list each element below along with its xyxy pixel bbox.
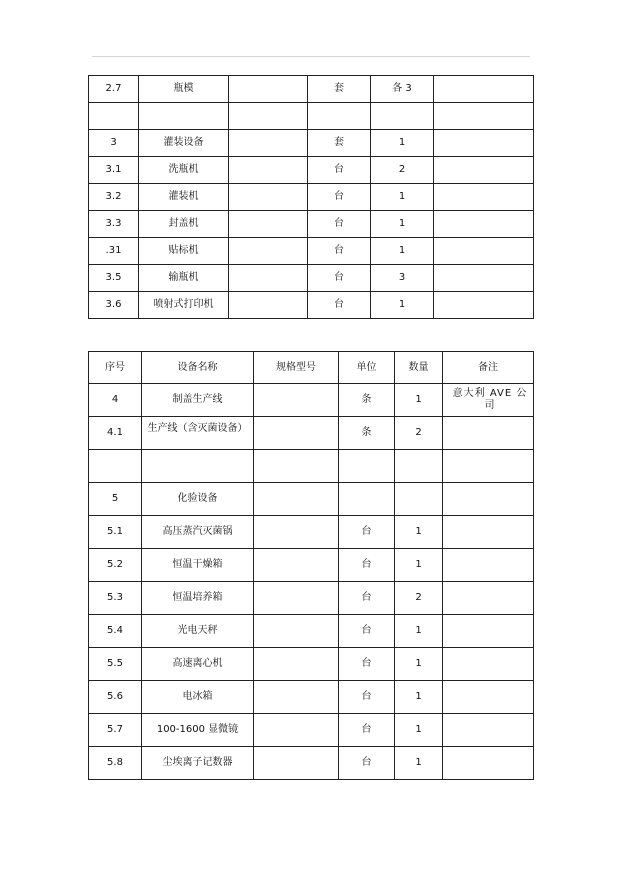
cell-spec: [229, 76, 308, 103]
cell-no: 5.8: [89, 747, 142, 780]
cell-unit: 台: [339, 714, 395, 747]
cell-qty: 1: [395, 615, 443, 648]
table-row: [89, 648, 534, 681]
cell-remark: [443, 615, 534, 648]
cell-name: 瓶模: [139, 76, 229, 103]
table-row: [89, 714, 534, 747]
cell-remark: 意大利 AVE 公司: [443, 384, 534, 417]
cell-no: 2.7: [89, 76, 139, 103]
cell-unit: 台: [339, 747, 395, 780]
cell-no: 4: [89, 384, 142, 417]
cell-spec: [254, 648, 339, 681]
cell-no: .31: [89, 238, 139, 265]
header-name: 设备名称: [142, 352, 254, 384]
cell-no: 3.1: [89, 157, 139, 184]
cell-remark: [434, 184, 534, 211]
cell-remark: [434, 211, 534, 238]
cell-qty: 1: [371, 130, 434, 157]
cell-name: 恒温培养箱: [142, 582, 254, 615]
cell-unit: 条: [339, 417, 395, 450]
cell-no: 5.5: [89, 648, 142, 681]
cell-name: 恒温干燥箱: [142, 549, 254, 582]
cell-qty: 各 3: [371, 76, 434, 103]
header-remark: 备注: [443, 352, 534, 384]
cell-qty: 2: [395, 582, 443, 615]
header-no: 序号: [89, 352, 142, 384]
cell-unit: 台: [339, 549, 395, 582]
cell-no: 3.3: [89, 211, 139, 238]
cell-unit: 台: [308, 184, 371, 211]
cell-remark: [434, 265, 534, 292]
cell-name: 灌装设备: [139, 130, 229, 157]
cell-name: 高速离心机: [142, 648, 254, 681]
cell-no: 5.6: [89, 681, 142, 714]
cell-remark: [443, 648, 534, 681]
table-row: [89, 549, 534, 582]
table-row: [89, 292, 534, 319]
cell-spec: [229, 265, 308, 292]
cell-spec: [229, 130, 308, 157]
table-header-row: [89, 352, 534, 384]
cell-qty: 1: [395, 681, 443, 714]
cell-remark: [443, 747, 534, 780]
header-spec: 规格型号: [254, 352, 339, 384]
cell-qty: 1: [371, 184, 434, 211]
cell-remark: [434, 76, 534, 103]
cell-unit: 台: [339, 615, 395, 648]
cell-qty: 1: [395, 747, 443, 780]
table-row: [89, 157, 534, 184]
cell-remark: [443, 450, 534, 483]
cell-spec: [254, 615, 339, 648]
cell-unit: 台: [308, 238, 371, 265]
cell-unit: 台: [308, 211, 371, 238]
cell-remark: [434, 157, 534, 184]
cell-name: 光电天秤: [142, 615, 254, 648]
cell-unit: 台: [339, 516, 395, 549]
table-row: [89, 76, 534, 103]
page-header-rule: [92, 56, 530, 57]
cell-unit: 台: [339, 681, 395, 714]
cell-no: 3: [89, 130, 139, 157]
cell-unit: 台: [339, 582, 395, 615]
cell-remark: [443, 549, 534, 582]
table-row: [89, 615, 534, 648]
cell-qty: 1: [371, 211, 434, 238]
cell-name: 化验设备: [142, 483, 254, 516]
table-row: [89, 384, 534, 417]
cell-no: 5.7: [89, 714, 142, 747]
table-row: [89, 211, 534, 238]
cell-qty: 2: [395, 417, 443, 450]
cell-remark: [443, 417, 534, 450]
cell-name: 电冰箱: [142, 681, 254, 714]
cell-spec: [254, 450, 339, 483]
table-row: [89, 582, 534, 615]
table-row: [89, 516, 534, 549]
cell-remark: [434, 238, 534, 265]
cell-no: 4.1: [89, 417, 142, 450]
cell-no: 5.3: [89, 582, 142, 615]
cell-name: 封盖机: [139, 211, 229, 238]
table-row: [89, 238, 534, 265]
cell-unit: 台: [308, 157, 371, 184]
cell-qty: 2: [371, 157, 434, 184]
cell-spec: [254, 549, 339, 582]
cell-spec: [254, 516, 339, 549]
cell-name: 喷射式打印机: [139, 292, 229, 319]
cell-name: [139, 103, 229, 130]
cell-name: 尘埃离子记数器: [142, 747, 254, 780]
cell-spec: [229, 157, 308, 184]
cell-remark: [434, 103, 534, 130]
cell-name: 生产线（含灭菌设备）: [142, 417, 254, 450]
cell-remark: [443, 483, 534, 516]
cell-spec: [254, 714, 339, 747]
cell-unit: [339, 450, 395, 483]
table-row: [89, 130, 534, 157]
cell-unit: 台: [308, 265, 371, 292]
cell-qty: 1: [395, 648, 443, 681]
cell-unit: 套: [308, 130, 371, 157]
cell-unit: 条: [339, 384, 395, 417]
cell-qty: 1: [371, 292, 434, 319]
cell-spec: [229, 211, 308, 238]
cell-name: 贴标机: [139, 238, 229, 265]
table-row: [89, 681, 534, 714]
cell-spec: [254, 747, 339, 780]
cell-no: 5.1: [89, 516, 142, 549]
cell-no: 3.6: [89, 292, 139, 319]
cell-no: [89, 450, 142, 483]
cell-no: 5.2: [89, 549, 142, 582]
cell-qty: 3: [371, 265, 434, 292]
table-row: [89, 483, 534, 516]
cell-spec: [229, 292, 308, 319]
cell-remark: [443, 582, 534, 615]
cell-name: [142, 450, 254, 483]
cell-unit: [308, 103, 371, 130]
cell-qty: 1: [395, 384, 443, 417]
cell-no: 5.4: [89, 615, 142, 648]
cell-unit: 台: [308, 292, 371, 319]
cell-spec: [229, 184, 308, 211]
cell-spec: [254, 483, 339, 516]
table-row: [89, 417, 534, 450]
cell-qty: 1: [395, 516, 443, 549]
cell-name: 制盖生产线: [142, 384, 254, 417]
cell-qty: 1: [371, 238, 434, 265]
cell-name: 高压蒸汽灭菌锅: [142, 516, 254, 549]
table-row: [89, 265, 534, 292]
cell-no: 5: [89, 483, 142, 516]
cell-name: 100-1600 显微镜: [142, 714, 254, 747]
cell-no: 3.2: [89, 184, 139, 211]
cell-spec: [254, 384, 339, 417]
cell-qty: 1: [395, 714, 443, 747]
cell-unit: 台: [339, 648, 395, 681]
cell-name: 输瓶机: [139, 265, 229, 292]
cell-spec: [229, 238, 308, 265]
header-qty: 数量: [395, 352, 443, 384]
table-row: [89, 747, 534, 780]
cell-qty: 1: [395, 549, 443, 582]
cell-no: 3.5: [89, 265, 139, 292]
cell-unit: 套: [308, 76, 371, 103]
table-row: [89, 450, 534, 483]
cell-spec: [254, 681, 339, 714]
cell-qty: [395, 483, 443, 516]
cell-name: 洗瓶机: [139, 157, 229, 184]
cell-spec: [254, 417, 339, 450]
equipment-table-2: [88, 351, 534, 780]
cell-qty: [371, 103, 434, 130]
cell-remark: [443, 681, 534, 714]
equipment-table-1: [88, 75, 534, 319]
cell-remark: [434, 292, 534, 319]
cell-remark: [443, 516, 534, 549]
cell-spec: [254, 582, 339, 615]
cell-qty: [395, 450, 443, 483]
cell-remark: [434, 130, 534, 157]
cell-no: [89, 103, 139, 130]
cell-name: 灌装机: [139, 184, 229, 211]
table-row: [89, 103, 534, 130]
cell-spec: [229, 103, 308, 130]
cell-unit: [339, 483, 395, 516]
table-row: [89, 184, 534, 211]
header-unit: 单位: [339, 352, 395, 384]
cell-remark: [443, 714, 534, 747]
